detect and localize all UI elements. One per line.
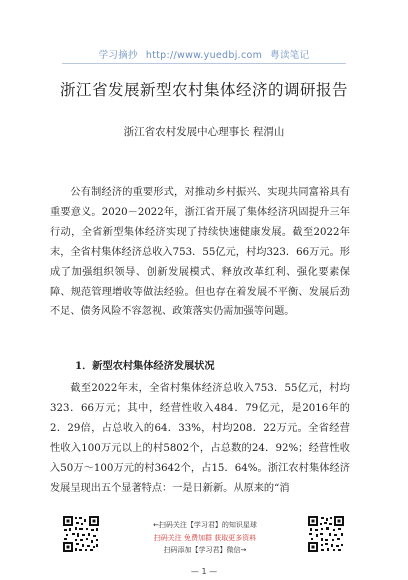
page-number: — 1 — — [190, 567, 218, 576]
paragraph-intro — [50, 183, 350, 322]
document-author: 浙江省农村发展中心理事长 程渭山 — [123, 126, 285, 138]
footer-line-free-group: 扫码关注 免费加群 获取更多资料 — [153, 533, 257, 542]
header-url[interactable]: http://www.yuedbj.com — [145, 50, 263, 61]
section-heading: 1．新型农村集体经济发展状况 — [75, 360, 215, 372]
paragraph-status — [50, 379, 350, 498]
footer-line-knowledge-planet[interactable]: ←扫码关注【学习君】的知识星球 — [153, 521, 257, 529]
paragraph-intro-text: 公有制经济的重要形式，对推动乡村振兴、实现共同富裕具有重要意义。2020－2022年，浙江省开展了集体经济巩固提升三年行动，全省新型集体经济实现了持续快速健康发展。截至2022年末，全省村集体经济总收入753．55亿元，村均323．66万元。形成了加强组织领导、创新发展模式、释放改革红利、强化要素保障、规范管理增收等做法经验。但也存在着发展不平衡、发展后劲不足、债务风险不容忽视、政策落实仍需加强等问题。 — [50, 187, 350, 318]
document-title: 浙江省发展新型农村集体经济的调研报告 — [59, 81, 348, 99]
header-divider — [62, 63, 346, 64]
qr-code-icon[interactable] — [307, 515, 345, 553]
paragraph-status-text: 截至2022年末，全省村集体经济总收入753．55亿元，村均323．66万元；其中，经营性收入484．79亿元，是2016年的2．29倍，占总收入的64．33%，村均208．22万元。全省经营性收入100万元以上的村5802个，占总数的24．92%；经营性收入50万～100万元的村3642个，占15．64%。浙江农村集体经济发展呈现出五个显著特点：一是日新新。从原来的“消 — [50, 383, 350, 494]
qr-code-icon[interactable] — [62, 515, 100, 553]
footer-promo-text — [110, 519, 300, 557]
header-site-alt-name: 粤读笔记 — [270, 50, 310, 61]
footer-line-wechat[interactable]: 扫码添加【学习君】微信→ — [163, 546, 247, 554]
header-site-name: 学习摘抄 — [98, 50, 138, 61]
page-header — [0, 47, 408, 61]
